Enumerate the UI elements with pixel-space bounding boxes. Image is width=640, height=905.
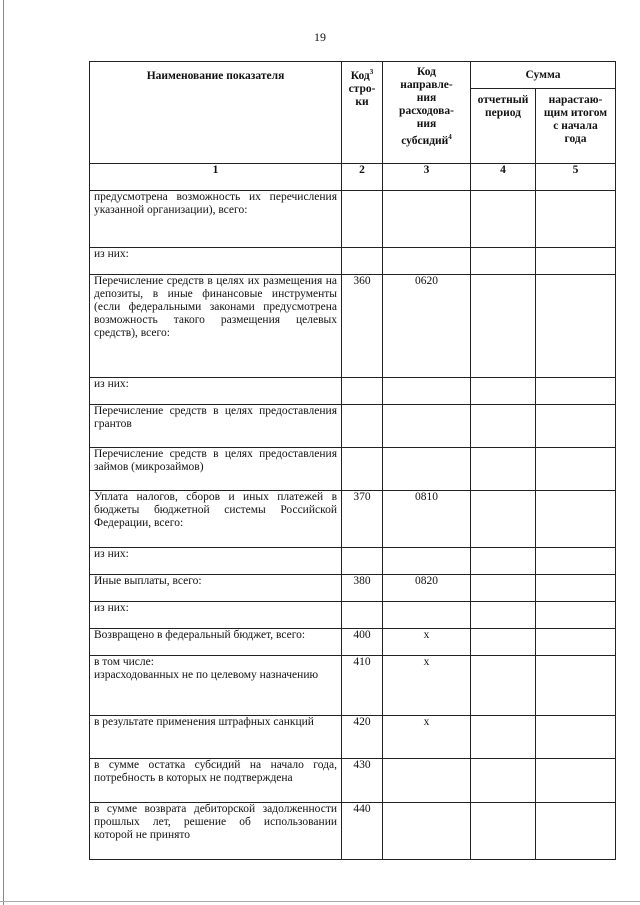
scan-edge-bottom	[0, 901, 640, 902]
row-direction-code: 0820	[383, 575, 471, 602]
row-reporting-value	[471, 248, 536, 275]
row-cumulative-value	[536, 448, 616, 491]
table-row	[90, 275, 616, 378]
row-cumulative-value	[536, 548, 616, 575]
row-direction-code	[383, 548, 471, 575]
header-code-direction	[383, 62, 471, 164]
row-reporting-value	[471, 803, 536, 860]
header-code-line-rest: стро- ки	[348, 82, 376, 108]
row-cumulative-value	[536, 629, 616, 656]
row-direction-code	[383, 405, 471, 448]
footnote-4: 4	[448, 133, 452, 141]
row-cumulative-value	[536, 191, 616, 248]
header-row-1	[90, 62, 616, 89]
row-code	[342, 448, 383, 491]
row-code: 440	[342, 803, 383, 860]
row-direction-code	[383, 803, 471, 860]
row-reporting-value	[471, 191, 536, 248]
row-direction-code	[383, 191, 471, 248]
row-direction-code	[383, 248, 471, 275]
row-reporting-value	[471, 378, 536, 405]
row-reporting-value	[471, 629, 536, 656]
row-direction-code	[383, 378, 471, 405]
row-reporting-value	[471, 448, 536, 491]
table-row	[90, 448, 616, 491]
page-number: 19	[314, 30, 326, 44]
row-name: в сумме возврата дебиторской задолженности прошлых лет, решение об использовании которой не принято	[90, 803, 342, 860]
table-row	[90, 378, 616, 405]
row-cumulative-value	[536, 716, 616, 759]
row-name: из них:	[90, 248, 342, 275]
row-name: Возвращено в федеральный бюджет, всего:	[90, 629, 342, 656]
table-row	[90, 405, 616, 448]
row-reporting-value	[471, 275, 536, 378]
row-code	[342, 378, 383, 405]
table-row	[90, 759, 616, 803]
row-name: Перечисление средств в целях предоставления грантов	[90, 405, 342, 448]
row-code: 410	[342, 656, 383, 716]
row-code	[342, 248, 383, 275]
table-row	[90, 716, 616, 759]
row-cumulative-value	[536, 803, 616, 860]
row-direction-code: 0810	[383, 491, 471, 548]
header-cumulative: нарастаю- щим итогом с начала года	[536, 89, 616, 164]
row-reporting-value	[471, 716, 536, 759]
row-name: из них:	[90, 602, 342, 629]
row-code: 370	[342, 491, 383, 548]
header-reporting-period: отчетный период	[471, 89, 536, 164]
row-cumulative-value	[536, 491, 616, 548]
row-cumulative-value	[536, 275, 616, 378]
column-number: 5	[536, 164, 616, 191]
column-numbers-row	[90, 164, 616, 191]
row-direction-code: 0620	[383, 275, 471, 378]
row-cumulative-value	[536, 759, 616, 803]
row-reporting-value	[471, 759, 536, 803]
row-code: 360	[342, 275, 383, 378]
table-row	[90, 803, 616, 860]
row-name: из них:	[90, 378, 342, 405]
header-code-line	[342, 62, 383, 164]
table-row	[90, 656, 616, 716]
row-code: 420	[342, 716, 383, 759]
header-code-line-label: Код	[350, 69, 370, 82]
row-direction-code	[383, 602, 471, 629]
row-direction-code: x	[383, 716, 471, 759]
row-reporting-value	[471, 656, 536, 716]
row-direction-code: x	[383, 656, 471, 716]
row-name: в результате применения штрафных санкций	[90, 716, 342, 759]
row-name: в том числе: израсходованных не по целевому назначению	[90, 656, 342, 716]
row-code	[342, 191, 383, 248]
footnote-3: 3	[369, 68, 374, 76]
row-reporting-value	[471, 491, 536, 548]
row-cumulative-value	[536, 248, 616, 275]
row-reporting-value	[471, 602, 536, 629]
row-direction-code	[383, 759, 471, 803]
table-row	[90, 629, 616, 656]
scan-edge-left	[3, 0, 4, 905]
row-name: Иные выплаты, всего:	[90, 575, 342, 602]
row-cumulative-value	[536, 575, 616, 602]
row-cumulative-value	[536, 378, 616, 405]
row-code	[342, 602, 383, 629]
row-name: из них:	[90, 548, 342, 575]
header-code-direction-label: Код направле- ния расходова- ния субсидий	[399, 66, 454, 147]
column-number: 4	[471, 164, 536, 191]
row-code: 430	[342, 759, 383, 803]
row-cumulative-value	[536, 602, 616, 629]
row-cumulative-value	[536, 405, 616, 448]
row-code: 400	[342, 629, 383, 656]
row-code	[342, 548, 383, 575]
report-table	[89, 61, 616, 860]
column-number: 2	[342, 164, 383, 191]
row-reporting-value	[471, 575, 536, 602]
table-row	[90, 548, 616, 575]
table-row	[90, 191, 616, 248]
header-name: Наименование показателя	[90, 62, 342, 164]
table-row	[90, 602, 616, 629]
row-reporting-value	[471, 405, 536, 448]
table-row	[90, 575, 616, 602]
table-row	[90, 491, 616, 548]
table-row	[90, 248, 616, 275]
column-number: 3	[383, 164, 471, 191]
column-number: 1	[90, 164, 342, 191]
row-code	[342, 405, 383, 448]
row-direction-code	[383, 448, 471, 491]
row-cumulative-value	[536, 656, 616, 716]
header-sum: Сумма	[471, 62, 616, 89]
row-name: Перечисление средств в целях предоставления займов (микрозаймов)	[90, 448, 342, 491]
row-name: в сумме остатка субсидий на начало года, потребность в которых не подтверждена	[90, 759, 342, 803]
row-direction-code: x	[383, 629, 471, 656]
row-name: Перечисление средств в целях их размещения на депозиты, в иные финансовые инструменты (если федеральными законами предусмотрена возможность такого размещения целевых средств), всего:	[90, 275, 342, 378]
row-name: Уплата налогов, сборов и иных платежей в бюджеты бюджетной системы Российской Федерации, всего:	[90, 491, 342, 548]
row-reporting-value	[471, 548, 536, 575]
row-name: предусмотрена возможность их перечисления указанной организации), всего:	[90, 191, 342, 248]
row-code: 380	[342, 575, 383, 602]
